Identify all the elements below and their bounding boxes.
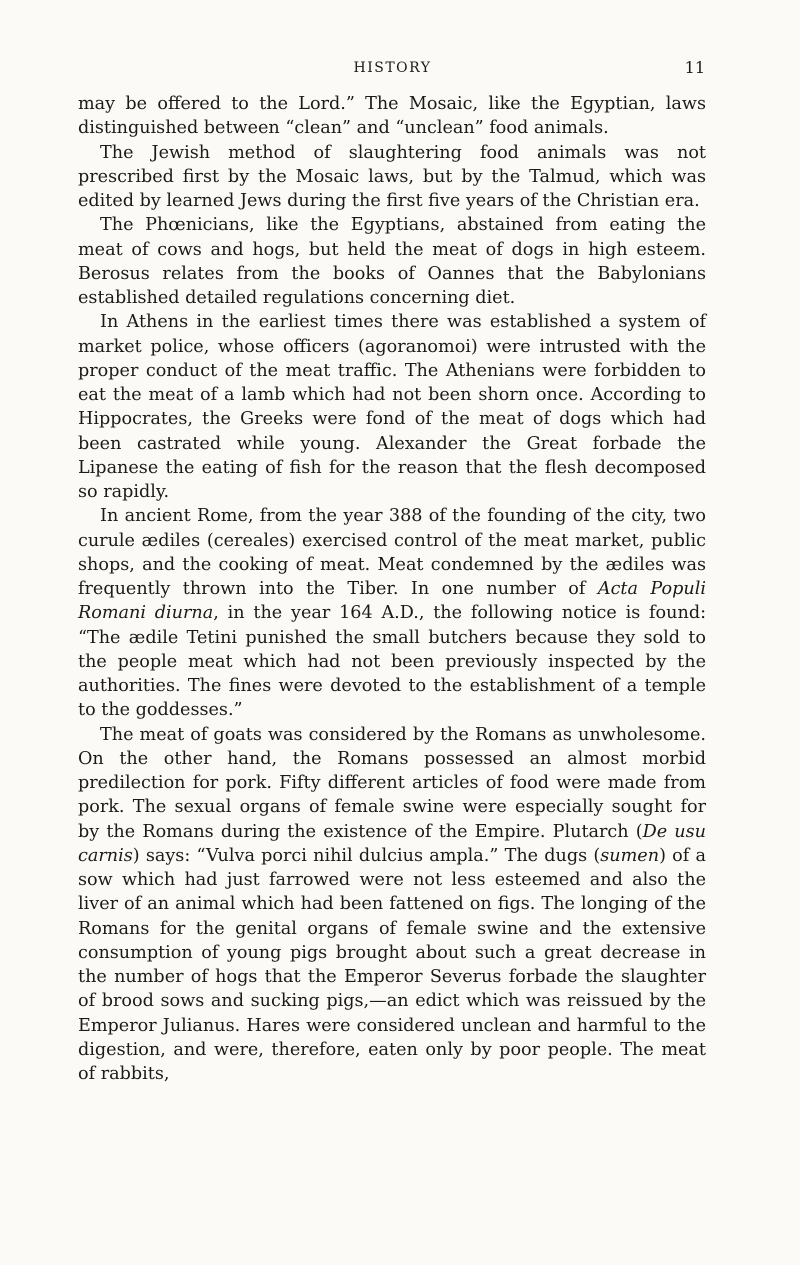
italic-text: Acta Populi Romani diurna [78,579,706,624]
paragraph [78,213,706,310]
body-text [78,92,706,1086]
italic-text: sumen [600,845,660,866]
page-number: 11 [684,58,705,77]
italic-text: De usu carnis [78,821,706,866]
text-run: , in the year 164 A.D., the following notice is found: “The ædile Tetini punished the small butchers because they sold to the people meat which had not been previously inspected by the authorities. The fines were devoted to the establishment of a temple to the goddesses.” [78,603,707,721]
text-run: In ancient Rome, from the year 388 of the founding of the city, two curule ædiles (cereales) exercised control of the meat market, public shops, and the cooking of meat. Meat condemned by the ædiles was frequently thrown into the Tiber. In one number of [78,506,706,599]
running-head [80,56,705,80]
paragraph [78,92,706,141]
running-title: HISTORY [353,60,432,76]
text-run: The meat of goats was considered by the Romans as unwholesome. On the other hand, the Romans possessed an almost morbid predilection for pork. Fifty different articles of food were made from pork. The sexual organs of female swine were especially sought for by the Romans during the existence of the Empire. Plutarch ( [78,724,706,842]
paragraph [78,310,706,504]
text-run: may be offered to the Lord.” The Mosaic, like the Egyptian, laws distinguished between “clean” and “unclean” food animals. [78,94,706,139]
text-run: In Athens in the earliest times there was established a system of market police, whose officers (agoranomoi) were intrusted with the proper conduct of the meat traffic. The Athenians were forbidden to eat the meat of a lamb which had not been shorn once. According to Hippocrates, the Greeks were fond of the meat of dogs which had been castrated while young. Alexander the Great forbade the Lipanese the eating of fish for the reason that the flesh decomposed so rapidly. [78,312,706,502]
paragraph [78,141,706,214]
text-run: ) says: “Vulva porci nihil dulcius ampla.” The dugs ( [132,845,601,866]
text-run: ) of a sow which had just farrowed were not less esteemed and also the liver of an animal which had been fattened on figs. The longing of the Romans for the genital organs of female swine and the extensive consumption of young pigs brought about such a great decrease in the number of hogs that the Emperor Severus forbade the slaughter of brood sows and sucking pigs,—an edict which was reissued by the Emperor Julianus. Hares were considered unclean and harmful to the digestion, and were, therefore, eaten only by poor people. The meat of rabbits, [78,845,706,1084]
text-run: The Jewish method of slaughtering food animals was not prescribed first by the Mosaic laws, but by the Talmud, which was edited by learned Jews during the first five years of the Christian era. [78,142,706,211]
paragraph [78,504,706,722]
paragraph [78,723,706,1087]
text-run: The Phœnicians, like the Egyptians, abstained from eating the meat of cows and hogs, but held the meat of dogs in high esteem. Berosus relates from the books of Oannes that the Babylonians established detailed regulations concerning diet. [78,215,706,308]
